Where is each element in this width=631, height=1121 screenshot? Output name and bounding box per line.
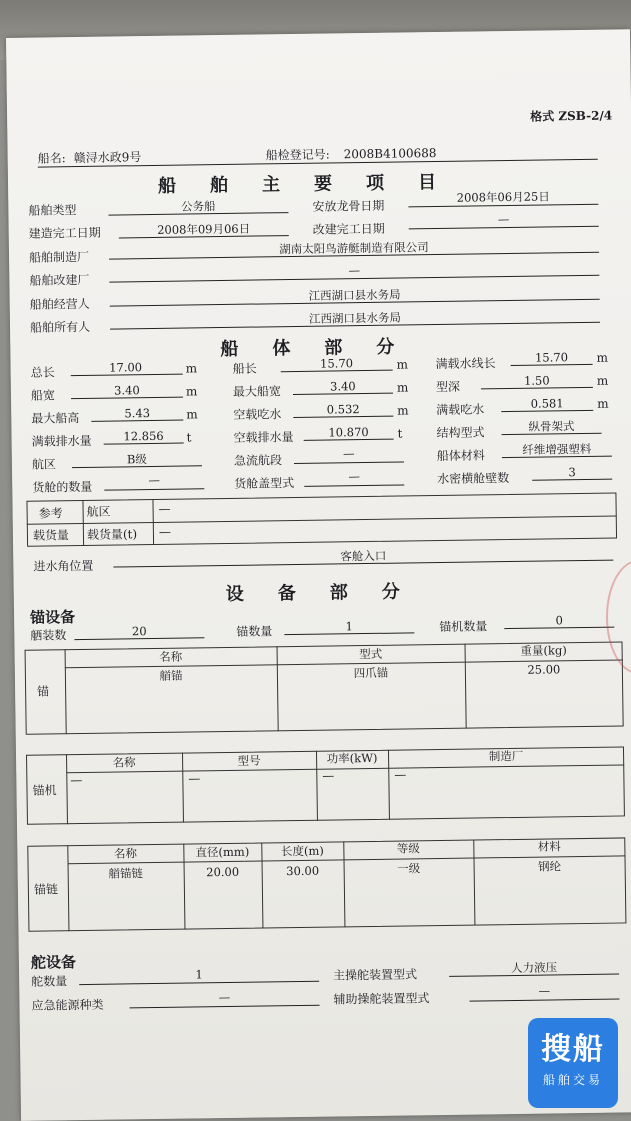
cargo-cap-value: — [158, 524, 172, 539]
unit: m [596, 373, 609, 388]
emergency-value: — [218, 989, 231, 1005]
field-line [71, 397, 183, 400]
chain-cell-diameter: 20.00 [206, 864, 240, 880]
reg-no-label: 船检登记号: [265, 147, 330, 163]
refit-done: — [497, 211, 510, 227]
light-draft-value: 0.532 [326, 402, 360, 417]
aux-steer-value: — [538, 983, 551, 998]
field-line [293, 393, 393, 395]
area-value: B级 [126, 452, 147, 467]
keel-date-label: 安放龙骨日期 [312, 198, 385, 214]
chain-row-label: 锚链 [33, 882, 59, 897]
owner: 江西湖口县水务局 [308, 310, 402, 326]
anchor-header-type: 型式 [359, 646, 383, 662]
build-done: 2008年09月06日 [157, 221, 251, 237]
anchor-count-value: 1 [345, 619, 354, 634]
field-line [104, 443, 184, 445]
unit: m [185, 384, 198, 399]
keel-date: 2008年06月25日 [456, 189, 550, 205]
field-line [130, 1005, 320, 1009]
cargo-area-value: — [158, 501, 171, 516]
full-draft-value: 0.581 [530, 396, 564, 411]
anchor-header-name: 名称 [159, 649, 183, 664]
chain-cell-material: 钢纶 [538, 859, 562, 874]
anchor-row-label: 锚 [37, 684, 50, 699]
windlass-header-model: 型号 [237, 753, 261, 768]
windlass-header-power: 功率(kW) [326, 750, 378, 766]
rudder-count-label: 舵数量 [31, 974, 68, 989]
anchor-section-title: 锚设备 [29, 608, 76, 627]
unit: m [597, 396, 609, 411]
lwl-value: 15.70 [534, 350, 569, 365]
max-height-value: 5.43 [124, 406, 151, 421]
flood-label: 进水角位置 [33, 558, 94, 574]
unit: m [186, 407, 198, 422]
operator: 江西湖口县水务局 [308, 287, 401, 303]
bulkheads-value: 3 [568, 465, 576, 480]
reg-no: 2008B4100688 [343, 146, 437, 162]
logo-subtext: 船舶交易 [542, 1073, 603, 1087]
lwl-label: 满载水线长 [435, 356, 496, 372]
field-line [104, 488, 204, 490]
cargo-area-label: 航区 [86, 504, 111, 519]
chain-cell-length: 30.00 [286, 863, 320, 879]
flood-value: 客舱入口 [340, 548, 387, 564]
aux-steer-label: 辅助操舵装置型式 [333, 991, 430, 1007]
material-value: 纤维增强塑料 [522, 441, 592, 457]
cargo-cap-t-label: 载货量(t) [86, 527, 138, 542]
rudder-section-title: 舵设备 [30, 953, 77, 972]
form-code: 格式 ZSB-2/4 [530, 108, 613, 124]
certificate-page [6, 29, 631, 1121]
logo-text: 搜船 [541, 1032, 605, 1067]
build-done-label: 建造完工日期 [28, 225, 101, 241]
light-draft-label: 空载吃水 [233, 407, 282, 422]
windlass-row-label: 锚机 [32, 783, 57, 798]
max-height-label: 最大船高 [31, 411, 80, 426]
full-draft-label: 满载吃水 [436, 402, 485, 418]
owner-label: 船舶所有人 [29, 319, 91, 335]
chain-cell-grade: 一级 [397, 861, 421, 876]
light-disp-value: 10.870 [328, 424, 369, 440]
depth-label: 型深 [435, 379, 461, 395]
chain-header-diameter: 直径(mm) [195, 844, 250, 860]
unit: m [596, 350, 609, 365]
max-beam-value: 3.40 [329, 379, 356, 394]
field-line [304, 484, 404, 486]
windlass-cell-power: — [322, 768, 335, 783]
refit-done-label: 改建完工日期 [312, 221, 385, 237]
unit: t [186, 430, 192, 445]
chain-header-name: 名称 [113, 846, 137, 861]
field-line [293, 416, 393, 418]
anchor-cell-type: 四爪锚 [353, 665, 389, 681]
full-disp-value: 12.856 [123, 428, 164, 444]
ship-name-label: 船名: [37, 151, 66, 166]
field-line [91, 420, 183, 422]
anchor-cell-weight: 25.00 [527, 662, 561, 677]
emergency-label: 应急能源种类 [31, 997, 104, 1013]
hatch-label: 货舱盖型式 [234, 476, 295, 491]
cargo-cap-label: 载货量 [32, 528, 70, 543]
anchor-cell-name: 艏锚 [159, 668, 183, 683]
refitter: — [348, 263, 361, 278]
title-main: 船舶主要项目 [157, 171, 471, 197]
field-line [469, 999, 619, 1002]
main-steer-label: 主操舵装置型式 [333, 967, 418, 983]
lbp-value: 15.70 [320, 356, 354, 371]
rapids-value: — [342, 446, 355, 461]
windlass-cell-name: — [70, 773, 83, 788]
fitting-no-value: 20 [131, 624, 147, 639]
field-line [501, 410, 593, 412]
structure-value: 纵骨架式 [528, 419, 575, 434]
title-hull: 船体部分 [220, 336, 429, 361]
field-line [481, 387, 593, 390]
holds-value: — [148, 472, 161, 488]
windlass-header-maker: 制造厂 [488, 748, 524, 764]
area-label: 航区 [31, 457, 57, 472]
field-line [71, 374, 183, 377]
chain-header-material: 材料 [537, 839, 561, 854]
title-equip: 设备部分 [225, 581, 434, 605]
fitting-no-label: 舾装数 [30, 628, 67, 643]
depth-value: 1.50 [523, 373, 550, 388]
light-disp-label: 空载排水量 [233, 430, 294, 445]
field-line [502, 456, 612, 459]
chain-header-grade: 等级 [396, 841, 420, 856]
chain-cell-name: 艏锚链 [108, 866, 144, 881]
material-label: 船体材料 [436, 448, 485, 464]
soship-logo [528, 1018, 618, 1108]
windlass-count-label: 锚机数量 [439, 619, 488, 635]
anchor-count-label: 锚数量 [236, 624, 273, 639]
structure-label: 结构型式 [436, 425, 485, 441]
ship-type: 公务船 [181, 199, 216, 214]
holds-label: 货舱的数量 [32, 479, 93, 495]
hatch-value: — [348, 469, 360, 484]
unit: t [397, 426, 403, 441]
operator-label: 船舶经营人 [29, 296, 90, 312]
field-line [294, 461, 404, 464]
anchor-header-weight: 重量(kg) [520, 643, 567, 658]
ship-name: 赣浔水政9号 [73, 150, 142, 166]
unit: m [397, 403, 409, 418]
unit: m [396, 357, 409, 372]
full-disp-label: 满载排水量 [31, 433, 92, 449]
rudder-count-value: 1 [195, 967, 203, 982]
chain-header-length: 长度(m) [280, 843, 324, 859]
max-beam-label: 最大船宽 [232, 384, 282, 399]
unit: m [396, 380, 409, 395]
cargo-ref-label: 参考 [38, 506, 63, 521]
bulkheads-label: 水密横舱壁数 [437, 471, 510, 487]
field-line [502, 433, 602, 435]
unit: m [185, 361, 198, 376]
windlass-count-value: 0 [555, 613, 563, 628]
beam-label: 船宽 [30, 388, 56, 403]
field-line [504, 627, 614, 630]
main-steer-value: 人力液压 [510, 960, 558, 976]
loa-label: 总长 [30, 365, 55, 380]
loa-value: 17.00 [109, 360, 143, 375]
builder: 湖南太阳鸟游艇制造有限公司 [279, 240, 429, 257]
windlass-header-name: 名称 [112, 755, 136, 770]
windlass-cell-maker: — [394, 767, 407, 782]
refitter-label: 船舶改建厂 [29, 272, 90, 288]
field-line [511, 364, 593, 366]
field-line [304, 439, 394, 441]
beam-value: 3.40 [114, 383, 140, 398]
field-line [281, 370, 393, 373]
builder-label: 船舶制造厂 [28, 249, 90, 265]
lbp-label: 船长 [232, 361, 257, 376]
windlass-cell-model: — [188, 771, 201, 786]
rapids-label: 急流航段 [233, 453, 283, 468]
ship-type-label: 船舶类型 [28, 203, 77, 218]
field-line [532, 479, 612, 481]
